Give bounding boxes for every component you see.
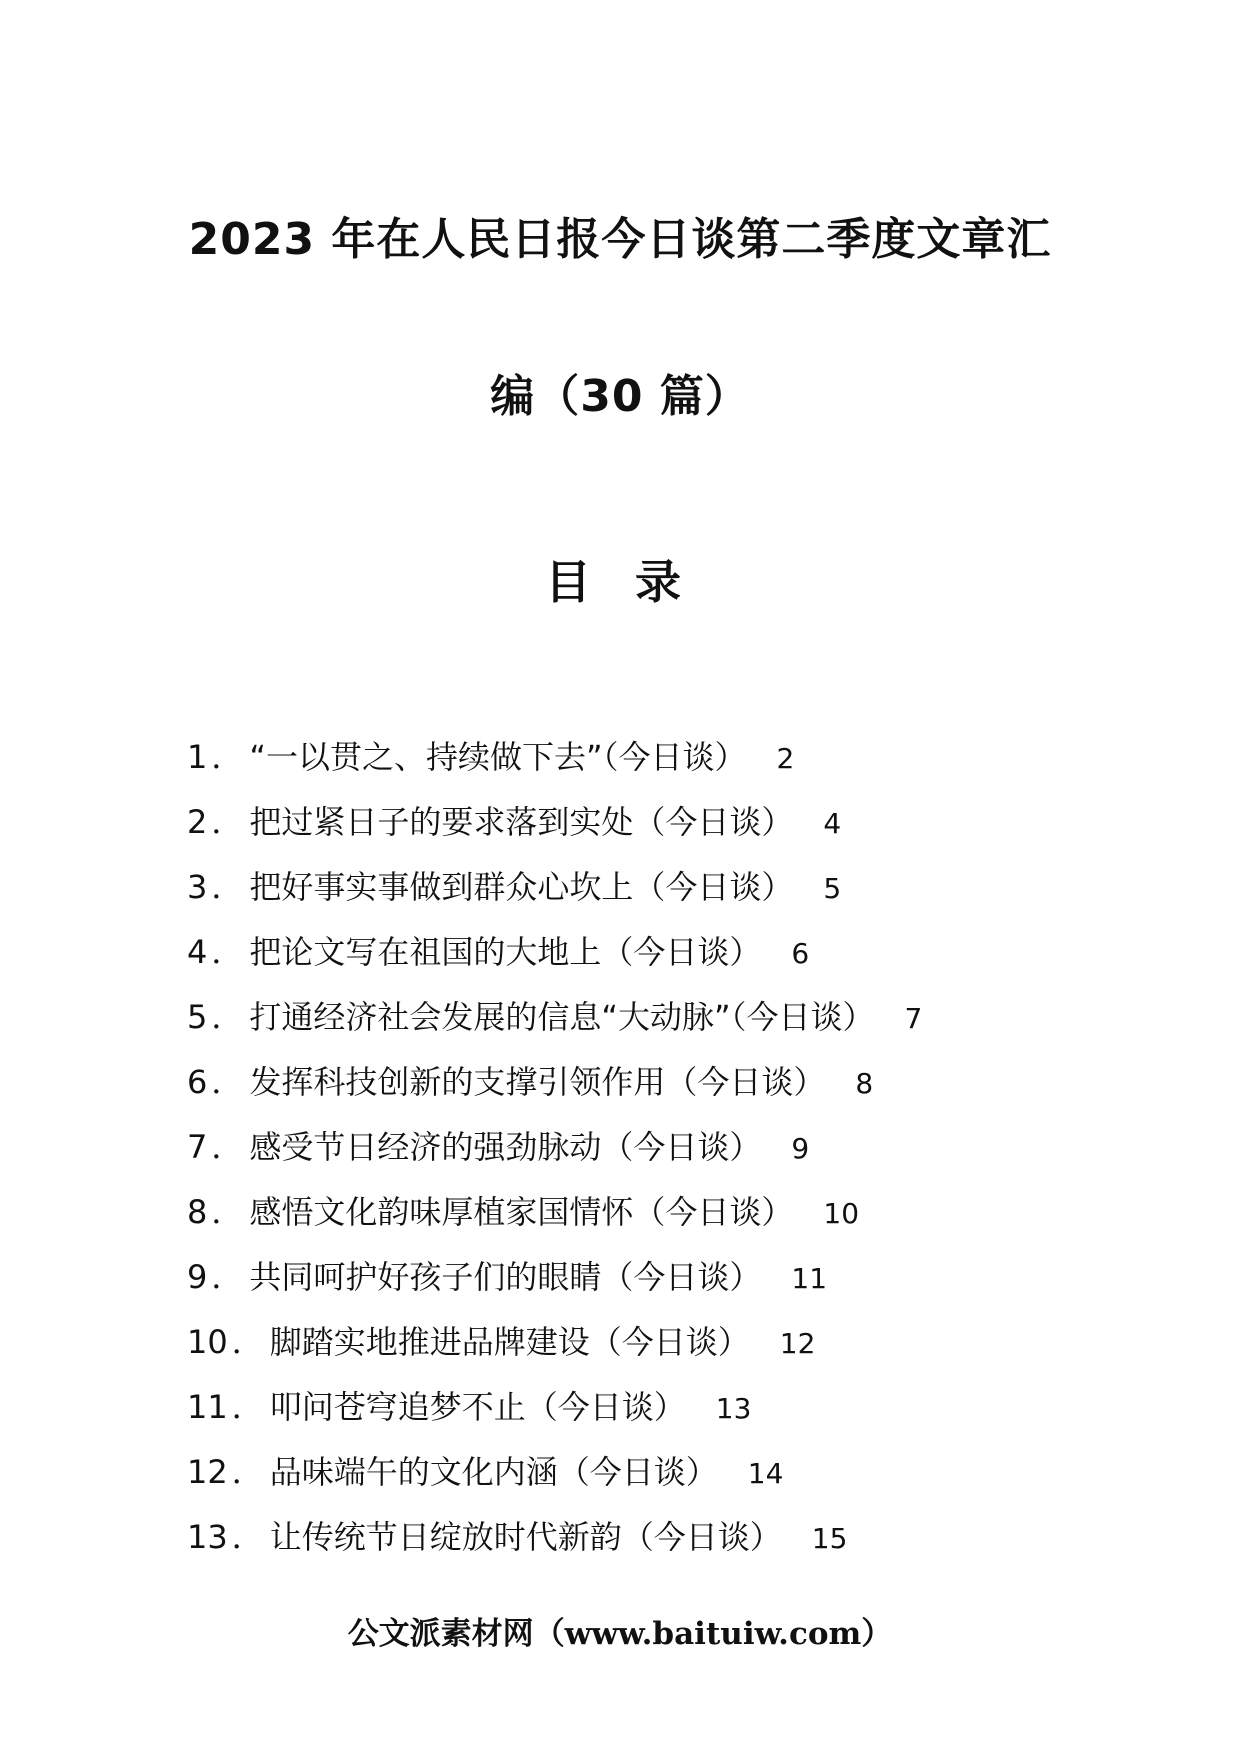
- toc-item-title: 打通经济社会发展的信息“大动脉”（今日谈）: [249, 998, 875, 1036]
- toc-heading: 目 录: [544, 555, 695, 609]
- toc-item-page-number: 8: [855, 1067, 874, 1100]
- toc-item-title: 叩问苍穹追梦不止（今日谈）: [269, 1388, 686, 1426]
- toc-item-title: 感悟文化韵味厚植家国情怀（今日谈）: [249, 1193, 794, 1231]
- toc-item-title: 让传统节日绽放时代新韵（今日谈）: [269, 1518, 782, 1556]
- toc-item-separator: ．: [231, 1518, 264, 1556]
- toc-item-title: 脚踏实地推进品牌建设（今日谈）: [269, 1323, 750, 1361]
- toc-item-number: 10: [187, 1323, 228, 1361]
- toc-item-title: 把好事实事做到群众心坎上（今日谈）: [249, 868, 794, 906]
- toc-item-number: 2: [187, 803, 208, 841]
- toc-item-separator: ．: [211, 1128, 244, 1166]
- toc-item-page-number: 11: [791, 1262, 828, 1295]
- toc-item-page-number: 12: [779, 1327, 816, 1360]
- table-of-contents: [187, 728, 1087, 1573]
- toc-item[interactable]: [187, 1378, 1087, 1443]
- document-title-line-2: 编（30 篇）: [490, 371, 750, 422]
- footer-watermark: [0, 1608, 1240, 1653]
- document-title-line-1: 2023 年在人民日报今日谈第二季度文章汇: [188, 214, 1052, 265]
- toc-item-number: 3: [187, 868, 208, 906]
- toc-item-separator: ．: [211, 868, 244, 906]
- toc-item[interactable]: [187, 728, 1087, 793]
- toc-item-title: 感受节日经济的强劲脉动（今日谈）: [249, 1128, 762, 1166]
- toc-item-separator: ．: [231, 1453, 264, 1491]
- toc-item-number: 12: [187, 1453, 228, 1491]
- toc-item-page-number: 7: [904, 1002, 923, 1035]
- toc-item-number: 4: [187, 933, 208, 971]
- toc-item-page-number: 14: [747, 1457, 784, 1490]
- toc-item-title: 发挥科技创新的支撑引领作用（今日谈）: [249, 1063, 826, 1101]
- toc-item-page-number: 2: [776, 742, 795, 775]
- toc-item-page-number: 15: [811, 1522, 848, 1555]
- toc-item-separator: ．: [211, 1258, 244, 1296]
- toc-item-page-number: 6: [791, 937, 810, 970]
- toc-item[interactable]: [187, 1313, 1087, 1378]
- toc-item-page-number: 4: [823, 807, 842, 840]
- toc-item-number: 8: [187, 1193, 208, 1231]
- footer-site-name: 公文派素材网: [347, 1616, 534, 1652]
- toc-item[interactable]: [187, 1118, 1087, 1183]
- toc-item[interactable]: [187, 1183, 1087, 1248]
- toc-item[interactable]: [187, 858, 1087, 923]
- toc-item-page-number: 10: [823, 1197, 860, 1230]
- toc-item-page-number: 5: [823, 872, 842, 905]
- toc-item-separator: ．: [231, 1388, 264, 1426]
- toc-item-separator: ．: [211, 998, 244, 1036]
- toc-item-title: 共同呵护好孩子们的眼睛（今日谈）: [249, 1258, 762, 1296]
- toc-item-number: 9: [187, 1258, 208, 1296]
- toc-item[interactable]: [187, 1443, 1087, 1508]
- toc-item-number: 5: [187, 998, 208, 1036]
- toc-item-separator: ．: [211, 803, 244, 841]
- footer-url: （www.baituiw.com）: [533, 1616, 893, 1652]
- toc-item[interactable]: [187, 793, 1087, 858]
- toc-item[interactable]: [187, 923, 1087, 988]
- toc-item-separator: ．: [231, 1323, 264, 1361]
- toc-item-separator: ．: [211, 933, 244, 971]
- toc-item-title: “一以贯之、持续做下去”（今日谈）: [249, 738, 747, 776]
- toc-item-number: 7: [187, 1128, 208, 1166]
- toc-item-separator: ．: [211, 1063, 244, 1101]
- toc-item-page-number: 13: [715, 1392, 752, 1425]
- toc-item-page-number: 9: [791, 1132, 810, 1165]
- toc-item-number: 1: [187, 738, 208, 776]
- toc-item-number: 6: [187, 1063, 208, 1101]
- toc-item-title: 品味端午的文化内涵（今日谈）: [269, 1453, 718, 1491]
- toc-item-number: 13: [187, 1518, 228, 1556]
- toc-item[interactable]: [187, 1248, 1087, 1313]
- toc-item[interactable]: [187, 988, 1087, 1053]
- toc-item-separator: ．: [211, 738, 244, 776]
- toc-item-title: 把论文写在祖国的大地上（今日谈）: [249, 933, 762, 971]
- toc-item-number: 11: [187, 1388, 228, 1426]
- toc-item-title: 把过紧日子的要求落到实处（今日谈）: [249, 803, 794, 841]
- toc-item-separator: ．: [211, 1193, 244, 1231]
- toc-item[interactable]: [187, 1053, 1087, 1118]
- toc-item[interactable]: [187, 1508, 1087, 1573]
